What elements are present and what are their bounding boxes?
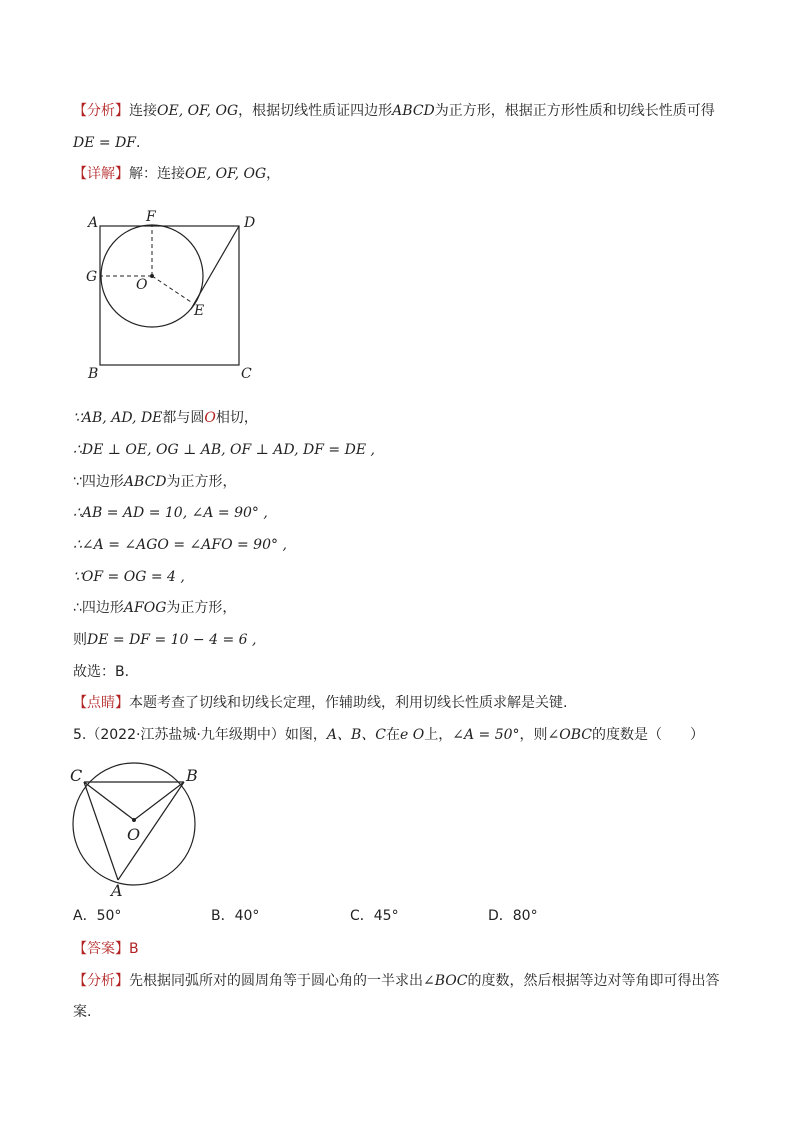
figure-circle-triangle	[62, 760, 212, 900]
detail-line: 【详解】解：连接OE, OF, OG，	[73, 166, 281, 182]
answer-line	[73, 939, 139, 959]
comment-tag: 【点睛】	[73, 695, 129, 711]
label-a2: A	[111, 881, 123, 900]
circle-o2	[73, 763, 195, 885]
option-c: C．45°	[350, 908, 399, 924]
step-4: ∴AB = AD = 10, ∠A = 90° ,	[73, 505, 268, 521]
step-9: 故选：B.	[73, 664, 130, 680]
analysis2-tag: 【分析】	[73, 973, 129, 989]
label-f: F	[146, 209, 156, 225]
comment-line: 【点睛】本题考查了切线和切线长定理，作辅助线，利用切线长性质求解是关键.	[73, 695, 568, 711]
step-6: ∵OF = OG = 4 ,	[73, 569, 185, 585]
step-2: ∴DE ⊥ OE, OG ⊥ AB, OF ⊥ AD, DF = DE ,	[73, 442, 375, 458]
step-8: 则DE = DF = 10 − 4 = 6 ,	[73, 632, 257, 648]
options-row	[73, 906, 538, 926]
question-5: 5.（2022·江苏盐城·九年级期中）如图，A、B、C在e O上，∠A = 50°，则∠OBC的度数是（ ）	[73, 727, 704, 743]
label-g: G	[86, 269, 98, 285]
analysis2-line-2: 案.	[73, 1004, 92, 1020]
label-c: C	[241, 366, 252, 382]
analysis-line-2: DE = DF.	[73, 135, 141, 151]
label-o2: O	[127, 825, 141, 844]
label-b2: B	[186, 766, 198, 785]
figure-square-circle	[80, 205, 265, 390]
segment-bo	[134, 782, 184, 820]
square-abcd	[100, 226, 239, 365]
label-e: E	[194, 303, 205, 319]
label-a: A	[88, 215, 99, 231]
step-5: ∴∠A = ∠AGO = ∠AFO = 90° ,	[73, 537, 287, 553]
detail-tag: 【详解】	[73, 166, 129, 182]
label-o: O	[136, 277, 148, 293]
step-7: ∴四边形AFOG为正方形，	[73, 600, 237, 616]
analysis-tag: 【分析】	[73, 103, 129, 119]
step-1: ∵AB, AD, DE都与圆O相切，	[73, 410, 258, 426]
center-point-2	[132, 818, 136, 822]
option-b: B．40°	[211, 908, 260, 924]
label-d: D	[244, 215, 256, 231]
answer-value: B	[129, 941, 139, 957]
answer-tag: 【答案】	[73, 941, 129, 957]
analysis2-line-1: 【分析】先根据同弧所对的圆周角等于圆心角的一半求出∠BOC的度数，然后根据等边对等角即可得出答	[73, 973, 720, 989]
label-c2: C	[70, 766, 83, 785]
segment-de	[191, 226, 239, 309]
segment-oe	[152, 276, 191, 302]
step-3: ∵四边形ABCD为正方形，	[73, 474, 237, 490]
analysis-line-1: 【分析】连接OE, OF, OG，根据切线性质证四边形ABCD为正方形，根据正方形性质和切线长性质可得	[73, 103, 715, 119]
segment-co	[84, 782, 134, 820]
option-a: A．50°	[73, 908, 122, 924]
option-d: D．80°	[488, 908, 538, 924]
label-b: B	[88, 366, 99, 382]
center-point	[150, 274, 154, 278]
